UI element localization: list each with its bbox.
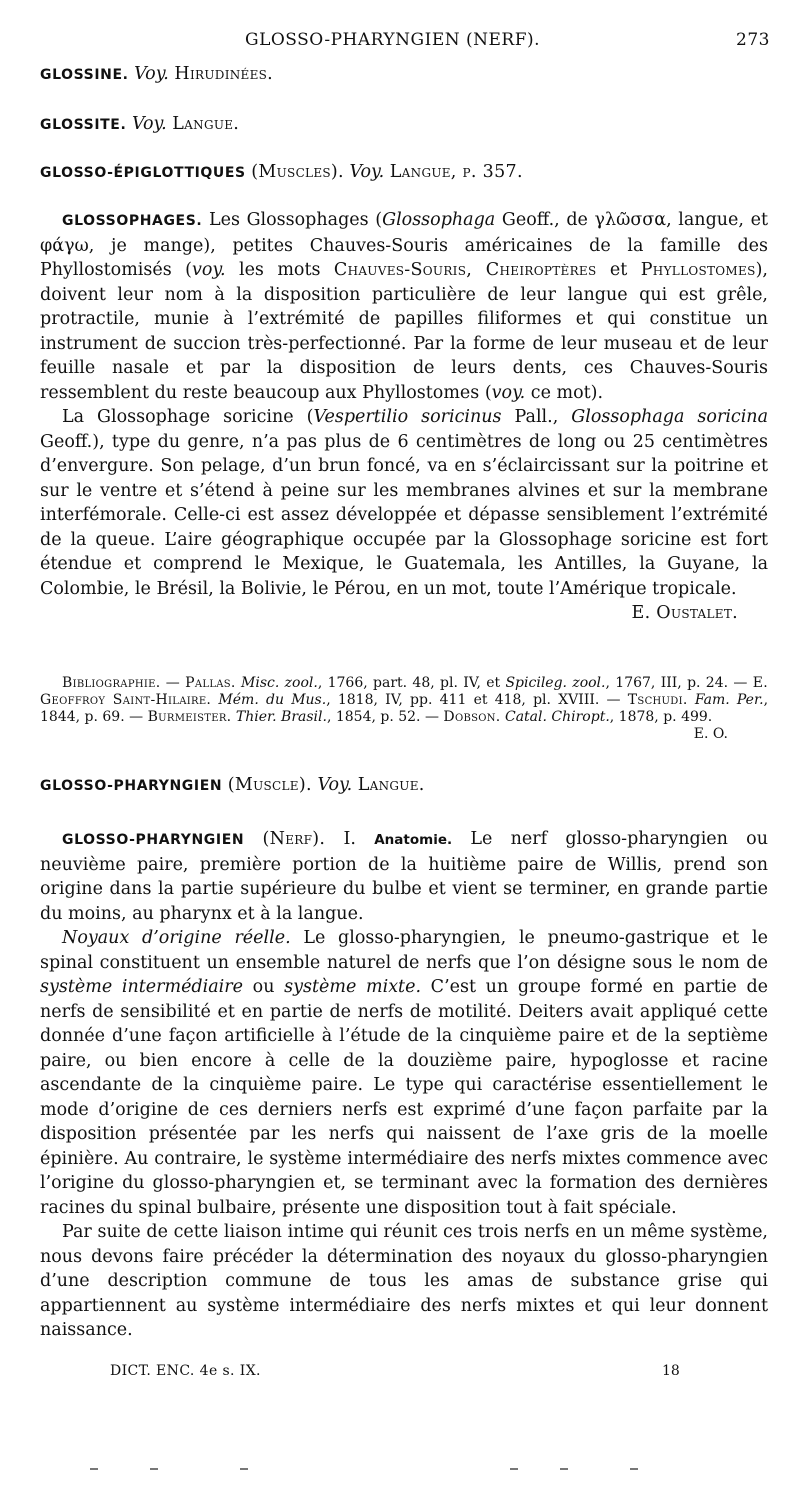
headword-glossophages: GLOSSOPHAGES. (62, 213, 203, 229)
entry-glosso-epiglottiques (40, 160, 768, 186)
section-number: I. (343, 829, 356, 849)
text-run: ce mot). (525, 382, 604, 403)
text-run: — (160, 675, 186, 691)
ref-glossine: Hirudinées. (174, 64, 274, 84)
running-title: GLOSSO-PHARYNGIEN (NERF). (245, 30, 541, 50)
entry-glosso-pharyngien-nerf (40, 827, 768, 1343)
author-signature: E. Oustalet. (631, 603, 738, 623)
headword-epiglottiques: GLOSSO-ÉPIGLOTTIQUES (40, 165, 246, 181)
text-run: , 1844, p. 69. — (40, 692, 769, 725)
bibliography (40, 675, 768, 743)
subheading: Noyaux d’origine réelle. (62, 928, 291, 948)
author-name: Pallas. (185, 675, 236, 691)
gp-nerf-paragraph-3: Par suite de cette liaison intime qui réunit ces trois nerfs en un même système, nous devons faire précéder la détermination des noyaux du glosso-pharyngien d’une description commune de tous les amas de substance grise qui appartiennent au système intermédiaire des nerfs mixtes et qui leur donnent naissance. (40, 1222, 768, 1340)
ref-gp-muscle: Langue. (357, 775, 425, 795)
text-run: Les Glossophages ( (202, 210, 383, 230)
voy-abbrev: voy. (191, 260, 226, 280)
headword-glossite: GLOSSITE. (40, 117, 127, 133)
text-run: La Glossophage soricine ( (62, 407, 314, 427)
headword-glossine: GLOSSINE. (40, 67, 129, 83)
text-run: , 1878, p. 499. (609, 709, 713, 725)
text-run: , 1767, III, p. 24. — (605, 675, 753, 691)
species-name: Glossophaga soricina (571, 407, 769, 427)
text-run: , 1818, IV, pp. 411 et 418, pl. XVIII. — (326, 692, 628, 708)
headword-gp-muscle: GLOSSO-PHARYNGIEN (40, 778, 223, 794)
genus-name: Glossophaga (382, 210, 496, 230)
text-run: , 1766, part. 48, pl. IV, et (317, 675, 506, 691)
entry-glossine (40, 62, 768, 88)
work-title: Misc. zool. (241, 675, 318, 691)
text-run: ), doivent leur nom à la disposition particulière de leur langue qui est grêle, protractile, munie à l’extrémité de papilles filiformes et qui constitue un instrument de succion très-perfectionné. Par la forme de leur museau et de leur feuille nasale et par la disposition de leurs dents, ces Chauves-Souris ressemblent du reste beaucoup aux Phyllostomes ( (40, 260, 768, 403)
author-name: E. Geoffroy Saint-Hilaire. (40, 675, 769, 708)
text-run: Le glosso-pharyngien, le pneumo-gastrique et le spinal constituent un ensemble naturel de nerfs que l’on désigne sous le nom de (40, 928, 768, 973)
text-run: , 1854, p. 52. — (326, 709, 444, 725)
text-run: ou (242, 977, 285, 997)
ref-epiglottiques: Langue, p. 357. (389, 162, 523, 182)
text-run: Geoff., de γλῶσσα, langue, et φάγω, je mange), petites Chauves-Souris américaines de la famille des Phyllostomisés ( (40, 210, 768, 280)
bibliography-signature: E. O. (693, 726, 728, 742)
voy-glossite: Voy. (131, 114, 167, 134)
work-title: Catal. Chiropt. (505, 709, 610, 725)
voy-abbrev: voy. (491, 382, 526, 403)
entry-glosso-pharyngien-muscle (40, 773, 768, 799)
page-number: 273 (736, 30, 770, 50)
work-title: Fam. Per. (694, 692, 764, 708)
voy-glossine: Voy. (134, 64, 169, 84)
gp-nerf-paragraph-1 (40, 827, 768, 926)
bibliography-label: Bibliographie. (62, 675, 161, 691)
text-run: Le nerf glosso-pharyngien ou neuvième paire, première portion de la huitième paire de Willis, prend son origine dans la partie supérieure du bulbe et vient se terminer, en grande partie du moins, au pharynx et à la langue. (40, 829, 768, 924)
running-header (40, 30, 770, 54)
section-title: Anatomie. (374, 832, 453, 848)
qualifier-epiglottiques: (Muscles). (251, 162, 344, 182)
entry-glossophages (40, 208, 768, 626)
voy-gp-muscle: Voy. (317, 775, 353, 795)
glossophages-paragraph-2 (40, 405, 768, 601)
species-name: Vespertilio soricinus (313, 407, 502, 427)
qualifier-gp-muscle: (Muscle). (227, 775, 312, 795)
headword-gp-nerf: GLOSSO-PHARYNGIEN (62, 832, 245, 848)
author-name: Tschudi. (627, 692, 688, 708)
work-title: Thier. Brasil. (235, 709, 327, 725)
term: système mixte. (284, 977, 422, 997)
bibliography-text (40, 675, 768, 726)
text-run: C’est un groupe formé en partie de nerfs de sensibilité et en partie de nerfs de motilité. Deiters avait appliqué cette donnée d’une façon artificielle à l’étude de la cinquième paire et de la septième paire, ou bien encore à celle de la douzième paire, hypoglosse et racine ascendante de la cinquième paire. Le type qui caractérise essentiellement le mode d’origine de ces derniers nerfs est exprimé d’une façon parfaite par la disposition présentée par les nerfs qui naissent de l’axe gris de la moelle épinière. Au contraire, le système intermédiaire des nerfs mixtes commence avec l’origine du glosso-pharyngien et, se terminant avec la formation des dernières racines du spinal bulbaire, présente une disposition tout à fait spéciale. (40, 977, 768, 1218)
cross-reference: Chauves-Souris, Cheiroptères (333, 260, 597, 280)
bottom-bleed-marks (90, 1468, 690, 1470)
entry-glossite (40, 112, 768, 138)
term: système intermédiaire (40, 977, 243, 997)
glossophages-paragraph-1 (40, 208, 768, 405)
gp-nerf-paragraph-2 (40, 926, 768, 1220)
text-run: Pall., (501, 407, 572, 427)
cross-reference: Phyllostomes (640, 260, 756, 280)
text-run: et (596, 260, 641, 280)
text-run: Geoff.), type du genre, n’a pas plus de 6 centimètres de long ou 25 centimètres d’envergure. Son pelage, d’un brun foncé, va en s’éclaircissant sur la poitrine et sur le ventre et s’étend à peine sur les membranes alvines et sur la membrane interfémorale. Celle-ci est assez développée et dépasse sensiblement l’extrémité de la queue. L’aire géographique occupée par la Glossophage soricine est fort étendue et comprend le Mexique, le Guatemala, les Antilles, la Guyane, la Colombie, le Brésil, la Bolivie, le Pérou, en un mot, toute l’Amérique tropicale. (40, 431, 768, 599)
sheet-number: 18 (662, 1363, 680, 1379)
text-run (688, 692, 695, 708)
work-title: Spicileg. zool. (505, 675, 606, 691)
work-title: Mém. du Mus. (218, 692, 327, 708)
qualifier-gp-nerf: (Nerf). (262, 829, 326, 849)
voy-epiglottiques: Voy. (349, 162, 385, 182)
author-name: Dobson. (443, 709, 501, 725)
ref-glossite: Langue. (172, 114, 240, 134)
author-name: Burmeister. (147, 709, 232, 725)
signature-mark: DICT. ENC. 4e s. IX. (110, 1363, 261, 1379)
text-run: les mots (225, 260, 334, 280)
